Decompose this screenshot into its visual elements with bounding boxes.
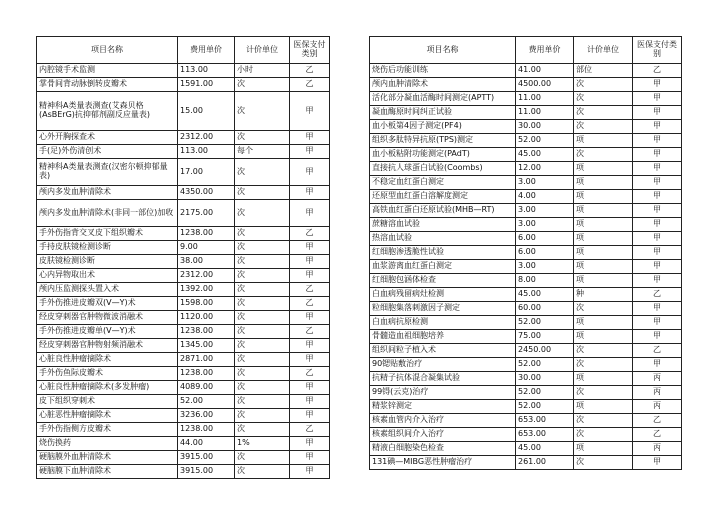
unit-cell: 次 <box>235 395 290 409</box>
unit-cell: 次 <box>574 358 633 372</box>
category-cell: 甲 <box>290 131 330 145</box>
category-cell: 甲 <box>633 78 682 92</box>
category-cell: 甲 <box>633 190 682 204</box>
price-cell: 38.00 <box>178 255 235 269</box>
item-name-cell: 手外伤推进皮瓣单(V—Y)术 <box>37 325 178 339</box>
table-row <box>370 176 682 190</box>
table-row <box>370 190 682 204</box>
item-name-cell: 99锝(云克)治疗 <box>370 386 516 400</box>
unit-cell: 次 <box>574 428 633 442</box>
category-cell: 甲 <box>633 120 682 134</box>
table-row <box>370 92 682 106</box>
table-row <box>37 78 330 92</box>
price-cell: 41.00 <box>516 64 574 78</box>
header-price: 费用单价 <box>516 37 574 64</box>
unit-cell: 项 <box>574 246 633 260</box>
price-cell: 6.00 <box>516 246 574 260</box>
table-row <box>370 456 682 470</box>
table-row <box>370 162 682 176</box>
category-cell: 乙 <box>633 414 682 428</box>
category-cell: 甲 <box>290 409 330 423</box>
price-cell: 11.00 <box>516 106 574 120</box>
unit-cell: 次 <box>574 302 633 316</box>
unit-cell: 次 <box>235 241 290 255</box>
table-row <box>370 260 682 274</box>
unit-cell: 次 <box>235 325 290 339</box>
price-cell: 3236.00 <box>178 409 235 423</box>
unit-cell: 次 <box>574 148 633 162</box>
unit-cell: 次 <box>574 78 633 92</box>
category-cell: 甲 <box>290 159 330 186</box>
table-row <box>370 148 682 162</box>
table-row <box>370 414 682 428</box>
price-cell: 15.00 <box>178 92 235 131</box>
category-cell: 甲 <box>290 395 330 409</box>
price-cell: 4089.00 <box>178 381 235 395</box>
table-row <box>37 186 330 200</box>
table-row <box>370 64 682 78</box>
price-cell: 45.00 <box>516 442 574 456</box>
unit-cell: 次 <box>235 339 290 353</box>
unit-cell: 次 <box>235 186 290 200</box>
price-cell: 52.00 <box>516 400 574 414</box>
unit-cell: 次 <box>235 311 290 325</box>
table-row <box>37 339 330 353</box>
category-cell: 甲 <box>633 218 682 232</box>
unit-cell: 次 <box>235 200 290 227</box>
item-name-cell: 颅内血肿清除术 <box>370 78 516 92</box>
table-row <box>37 297 330 311</box>
category-cell: 甲 <box>633 274 682 288</box>
fee-table-left <box>36 36 330 479</box>
item-name-cell: 直接抗人球蛋白试验(Coombs) <box>370 162 516 176</box>
category-cell: 甲 <box>633 176 682 190</box>
item-name-cell: 蔗糖溶血试验 <box>370 218 516 232</box>
price-cell: 1238.00 <box>178 423 235 437</box>
fee-table-left-body <box>37 64 330 479</box>
header-category: 医保支付类别 <box>633 37 682 64</box>
price-cell: 3.00 <box>516 204 574 218</box>
unit-cell: 项 <box>574 372 633 386</box>
unit-cell: 次 <box>235 131 290 145</box>
item-name-cell: 经皮穿刺器官肿物射频消融术 <box>37 339 178 353</box>
item-name-cell: 精液白细胞染色检查 <box>370 442 516 456</box>
unit-cell: 次 <box>235 465 290 479</box>
price-cell: 261.00 <box>516 456 574 470</box>
item-name-cell: 白血病抗原检测 <box>370 316 516 330</box>
item-name-cell: 精神科A类量表测查(汉密尔顿抑郁量表) <box>37 159 178 186</box>
price-cell: 2871.00 <box>178 353 235 367</box>
table-row <box>370 134 682 148</box>
unit-cell: 次 <box>574 386 633 400</box>
category-cell: 乙 <box>290 283 330 297</box>
table-row <box>370 428 682 442</box>
item-name-cell: 精浆锌测定 <box>370 400 516 414</box>
price-cell: 45.00 <box>516 288 574 302</box>
item-name-cell: 热溶血试验 <box>370 232 516 246</box>
table-row <box>37 325 330 339</box>
fee-table-right <box>369 36 682 470</box>
item-name-cell: 手外伤指侧方皮瓣术 <box>37 423 178 437</box>
unit-cell: 次 <box>235 255 290 269</box>
price-cell: 9.00 <box>178 241 235 255</box>
price-cell: 1238.00 <box>178 227 235 241</box>
table-row <box>370 274 682 288</box>
unit-cell: 种 <box>574 288 633 302</box>
table-row <box>37 423 330 437</box>
unit-cell: 项 <box>574 260 633 274</box>
price-cell: 2175.00 <box>178 200 235 227</box>
table-row <box>370 204 682 218</box>
price-cell: 4350.00 <box>178 186 235 200</box>
price-cell: 75.00 <box>516 330 574 344</box>
table-row <box>37 395 330 409</box>
category-cell: 乙 <box>633 64 682 78</box>
unit-cell: 次 <box>574 120 633 134</box>
category-cell: 甲 <box>633 302 682 316</box>
category-cell: 甲 <box>290 339 330 353</box>
item-name-cell: 硬脑膜下血肿清除术 <box>37 465 178 479</box>
price-cell: 30.00 <box>516 120 574 134</box>
category-cell: 甲 <box>290 311 330 325</box>
table-row <box>370 330 682 344</box>
unit-cell: 次 <box>235 283 290 297</box>
item-name-cell: 抗精子抗体混合凝集试验 <box>370 372 516 386</box>
category-cell: 乙 <box>290 325 330 339</box>
unit-cell: 次 <box>235 78 290 92</box>
category-cell: 乙 <box>633 344 682 358</box>
table-row <box>37 227 330 241</box>
unit-cell: 次 <box>235 269 290 283</box>
item-name-cell: 骨髓造血祖细胞培养 <box>370 330 516 344</box>
unit-cell: 次 <box>574 106 633 120</box>
table-row <box>370 246 682 260</box>
category-cell: 丙 <box>633 386 682 400</box>
table-row <box>37 241 330 255</box>
table-row <box>37 200 330 227</box>
category-cell: 甲 <box>290 381 330 395</box>
category-cell: 乙 <box>290 227 330 241</box>
unit-cell: 次 <box>235 367 290 381</box>
table-row <box>37 92 330 131</box>
category-cell: 丙 <box>633 372 682 386</box>
unit-cell: 小时 <box>235 64 290 78</box>
table-header-row <box>370 37 682 64</box>
item-name-cell: 活化部分凝血活酶时间测定(APTT) <box>370 92 516 106</box>
header-item-name: 项目名称 <box>37 37 178 64</box>
unit-cell: 次 <box>235 381 290 395</box>
item-name-cell: 血浆游离血红蛋白测定 <box>370 260 516 274</box>
item-name-cell: 心脏良性肿瘤摘除术 <box>37 353 178 367</box>
category-cell: 甲 <box>633 162 682 176</box>
price-cell: 8.00 <box>516 274 574 288</box>
category-cell: 甲 <box>290 186 330 200</box>
table-row <box>37 437 330 451</box>
price-cell: 1238.00 <box>178 367 235 381</box>
table-row <box>370 288 682 302</box>
category-cell: 甲 <box>290 92 330 131</box>
category-cell: 甲 <box>290 269 330 283</box>
category-cell: 甲 <box>290 255 330 269</box>
price-cell: 3915.00 <box>178 465 235 479</box>
unit-cell: 项 <box>574 218 633 232</box>
price-cell: 60.00 <box>516 302 574 316</box>
item-name-cell: 高铁血红蛋白还原试验(MHB—RT) <box>370 204 516 218</box>
table-row <box>370 302 682 316</box>
item-name-cell: 血小板第4因子测定(PF4) <box>370 120 516 134</box>
category-cell: 甲 <box>633 232 682 246</box>
item-name-cell: 红细胞渗透脆性试验 <box>370 246 516 260</box>
price-cell: 3.00 <box>516 218 574 232</box>
unit-cell: 项 <box>574 400 633 414</box>
unit-cell: 项 <box>574 232 633 246</box>
item-name-cell: 血小板粘附功能测定(PAdT) <box>370 148 516 162</box>
table-row <box>370 120 682 134</box>
table-row <box>370 386 682 400</box>
item-name-cell: 烧伤换药 <box>37 437 178 451</box>
item-name-cell: 心外开胸探查术 <box>37 131 178 145</box>
fee-table-right-body <box>370 64 682 470</box>
header-unit: 计价单位 <box>574 37 633 64</box>
price-cell: 6.00 <box>516 232 574 246</box>
table-row <box>37 269 330 283</box>
price-cell: 52.00 <box>516 358 574 372</box>
price-cell: 44.00 <box>178 437 235 451</box>
item-name-cell: 经皮穿刺器官肿物微波消融术 <box>37 311 178 325</box>
category-cell: 甲 <box>290 200 330 227</box>
price-cell: 113.00 <box>178 145 235 159</box>
price-cell: 4500.00 <box>516 78 574 92</box>
category-cell: 乙 <box>290 367 330 381</box>
unit-cell: 项 <box>574 330 633 344</box>
unit-cell: 每个 <box>235 145 290 159</box>
item-name-cell: 90锶贴敷治疗 <box>370 358 516 372</box>
item-name-cell: 组织多肽特异抗原(TPS)测定 <box>370 134 516 148</box>
table-row <box>37 131 330 145</box>
category-cell: 甲 <box>633 134 682 148</box>
table-row <box>370 316 682 330</box>
category-cell: 甲 <box>633 330 682 344</box>
unit-cell: 次 <box>235 92 290 131</box>
item-name-cell: 白血病残留病灶检测 <box>370 288 516 302</box>
category-cell: 甲 <box>633 92 682 106</box>
table-row <box>370 78 682 92</box>
category-cell: 甲 <box>633 358 682 372</box>
price-cell: 1598.00 <box>178 297 235 311</box>
price-cell: 1345.00 <box>178 339 235 353</box>
item-name-cell: 烧伤后功能训练 <box>370 64 516 78</box>
category-cell: 丙 <box>633 400 682 414</box>
unit-cell: 次 <box>574 92 633 106</box>
price-cell: 2450.00 <box>516 344 574 358</box>
unit-cell: 次 <box>574 344 633 358</box>
table-row <box>37 311 330 325</box>
price-cell: 17.00 <box>178 159 235 186</box>
price-cell: 1120.00 <box>178 311 235 325</box>
table-row <box>37 64 330 78</box>
price-cell: 1591.00 <box>178 78 235 92</box>
table-row <box>37 409 330 423</box>
item-name-cell: 颅内压监测探头置入术 <box>37 283 178 297</box>
item-name-cell: 心脏恶性肿瘤摘除术 <box>37 409 178 423</box>
header-unit: 计价单位 <box>235 37 290 64</box>
item-name-cell: 心脏良性肿瘤摘除术(多发肿瘤) <box>37 381 178 395</box>
unit-cell: 次 <box>574 414 633 428</box>
category-cell: 甲 <box>633 456 682 470</box>
price-cell: 11.00 <box>516 92 574 106</box>
unit-cell: 部位 <box>574 64 633 78</box>
unit-cell: 次 <box>235 409 290 423</box>
price-cell: 3915.00 <box>178 451 235 465</box>
category-cell: 甲 <box>633 204 682 218</box>
item-name-cell: 硬脑膜外血肿清除术 <box>37 451 178 465</box>
header-item-name: 项目名称 <box>370 37 516 64</box>
category-cell: 甲 <box>290 145 330 159</box>
item-name-cell: 组织间粒子植入术 <box>370 344 516 358</box>
price-cell: 653.00 <box>516 428 574 442</box>
price-cell: 1238.00 <box>178 325 235 339</box>
table-row <box>37 465 330 479</box>
unit-cell: 项 <box>574 316 633 330</box>
unit-cell: 1% <box>235 437 290 451</box>
price-cell: 45.00 <box>516 148 574 162</box>
item-name-cell: 核素组织间介入治疗 <box>370 428 516 442</box>
unit-cell: 项 <box>574 162 633 176</box>
category-cell: 乙 <box>633 428 682 442</box>
table-row <box>370 442 682 456</box>
category-cell: 甲 <box>290 465 330 479</box>
category-cell: 甲 <box>633 316 682 330</box>
unit-cell: 次 <box>235 159 290 186</box>
category-cell: 乙 <box>633 288 682 302</box>
category-cell: 甲 <box>290 353 330 367</box>
category-cell: 乙 <box>290 64 330 78</box>
item-name-cell: 凝血酶原时间纠正试验 <box>370 106 516 120</box>
table-row <box>37 283 330 297</box>
table-row <box>370 106 682 120</box>
category-cell: 乙 <box>290 78 330 92</box>
table-row <box>370 400 682 414</box>
price-cell: 3.00 <box>516 260 574 274</box>
price-cell: 2312.00 <box>178 269 235 283</box>
table-row <box>37 367 330 381</box>
price-cell: 12.00 <box>516 162 574 176</box>
item-name-cell: 还原型血红蛋白溶解度测定 <box>370 190 516 204</box>
category-cell: 乙 <box>290 297 330 311</box>
item-name-cell: 手外伤鱼际皮瓣术 <box>37 367 178 381</box>
table-row <box>370 372 682 386</box>
table-row <box>37 381 330 395</box>
item-name-cell: 心内异物取出术 <box>37 269 178 283</box>
price-cell: 52.00 <box>178 395 235 409</box>
category-cell: 甲 <box>633 260 682 274</box>
item-name-cell: 手外伤推进皮瓣双(V—Y)术 <box>37 297 178 311</box>
category-cell: 甲 <box>290 241 330 255</box>
item-name-cell: 掌骨间背动脉倒转皮瓣术 <box>37 78 178 92</box>
item-name-cell: 颅内多发血肿清除术(非同一部位)加收 <box>37 200 178 227</box>
category-cell: 甲 <box>290 437 330 451</box>
unit-cell: 次 <box>235 227 290 241</box>
unit-cell: 项 <box>574 204 633 218</box>
item-name-cell: 皮下组织穿刺术 <box>37 395 178 409</box>
unit-cell: 次 <box>235 297 290 311</box>
item-name-cell: 核素血管内介入治疗 <box>370 414 516 428</box>
price-cell: 3.00 <box>516 176 574 190</box>
table-row <box>37 451 330 465</box>
category-cell: 甲 <box>633 246 682 260</box>
unit-cell: 次 <box>235 451 290 465</box>
item-name-cell: 颅内多发血肿清除术 <box>37 186 178 200</box>
item-name-cell: 红细胞包涵体检查 <box>370 274 516 288</box>
category-cell: 丙 <box>633 442 682 456</box>
header-price: 费用单价 <box>178 37 235 64</box>
price-cell: 113.00 <box>178 64 235 78</box>
category-cell: 甲 <box>290 451 330 465</box>
item-name-cell: 不稳定血红蛋白测定 <box>370 176 516 190</box>
unit-cell: 次 <box>235 353 290 367</box>
item-name-cell: 手(足)外伤清创术 <box>37 145 178 159</box>
unit-cell: 项 <box>574 190 633 204</box>
price-cell: 4.00 <box>516 190 574 204</box>
table-row <box>37 159 330 186</box>
table-row <box>370 344 682 358</box>
unit-cell: 项 <box>574 176 633 190</box>
price-cell: 653.00 <box>516 414 574 428</box>
price-cell: 2312.00 <box>178 131 235 145</box>
table-row <box>370 218 682 232</box>
item-name-cell: 手外伤指背交叉皮下组织瓣术 <box>37 227 178 241</box>
unit-cell: 次 <box>574 456 633 470</box>
unit-cell: 次 <box>235 423 290 437</box>
price-cell: 30.00 <box>516 372 574 386</box>
item-name-cell: 精神科A类量表测查(艾森贝格(AsBErG)抗抑郁剂副反应量表) <box>37 92 178 131</box>
table-header-row <box>37 37 330 64</box>
item-name-cell: 手持皮肤镜检测诊断 <box>37 241 178 255</box>
category-cell: 乙 <box>290 423 330 437</box>
item-name-cell: 皮肤镜检测诊断 <box>37 255 178 269</box>
price-cell: 52.00 <box>516 386 574 400</box>
category-cell: 甲 <box>633 148 682 162</box>
price-cell: 52.00 <box>516 134 574 148</box>
table-row <box>37 353 330 367</box>
header-category: 医保支付类别 <box>290 37 330 64</box>
unit-cell: 项 <box>574 134 633 148</box>
table-row <box>37 145 330 159</box>
item-name-cell: 粒细胞集落刺激因子测定 <box>370 302 516 316</box>
table-row <box>370 232 682 246</box>
unit-cell: 项 <box>574 442 633 456</box>
price-cell: 1392.00 <box>178 283 235 297</box>
price-cell: 52.00 <box>516 316 574 330</box>
item-name-cell: 内腔镜手术监测 <box>37 64 178 78</box>
unit-cell: 项 <box>574 274 633 288</box>
category-cell: 甲 <box>633 106 682 120</box>
table-row <box>370 358 682 372</box>
item-name-cell: 131碘—MIBG恶性肿瘤治疗 <box>370 456 516 470</box>
table-row <box>37 255 330 269</box>
